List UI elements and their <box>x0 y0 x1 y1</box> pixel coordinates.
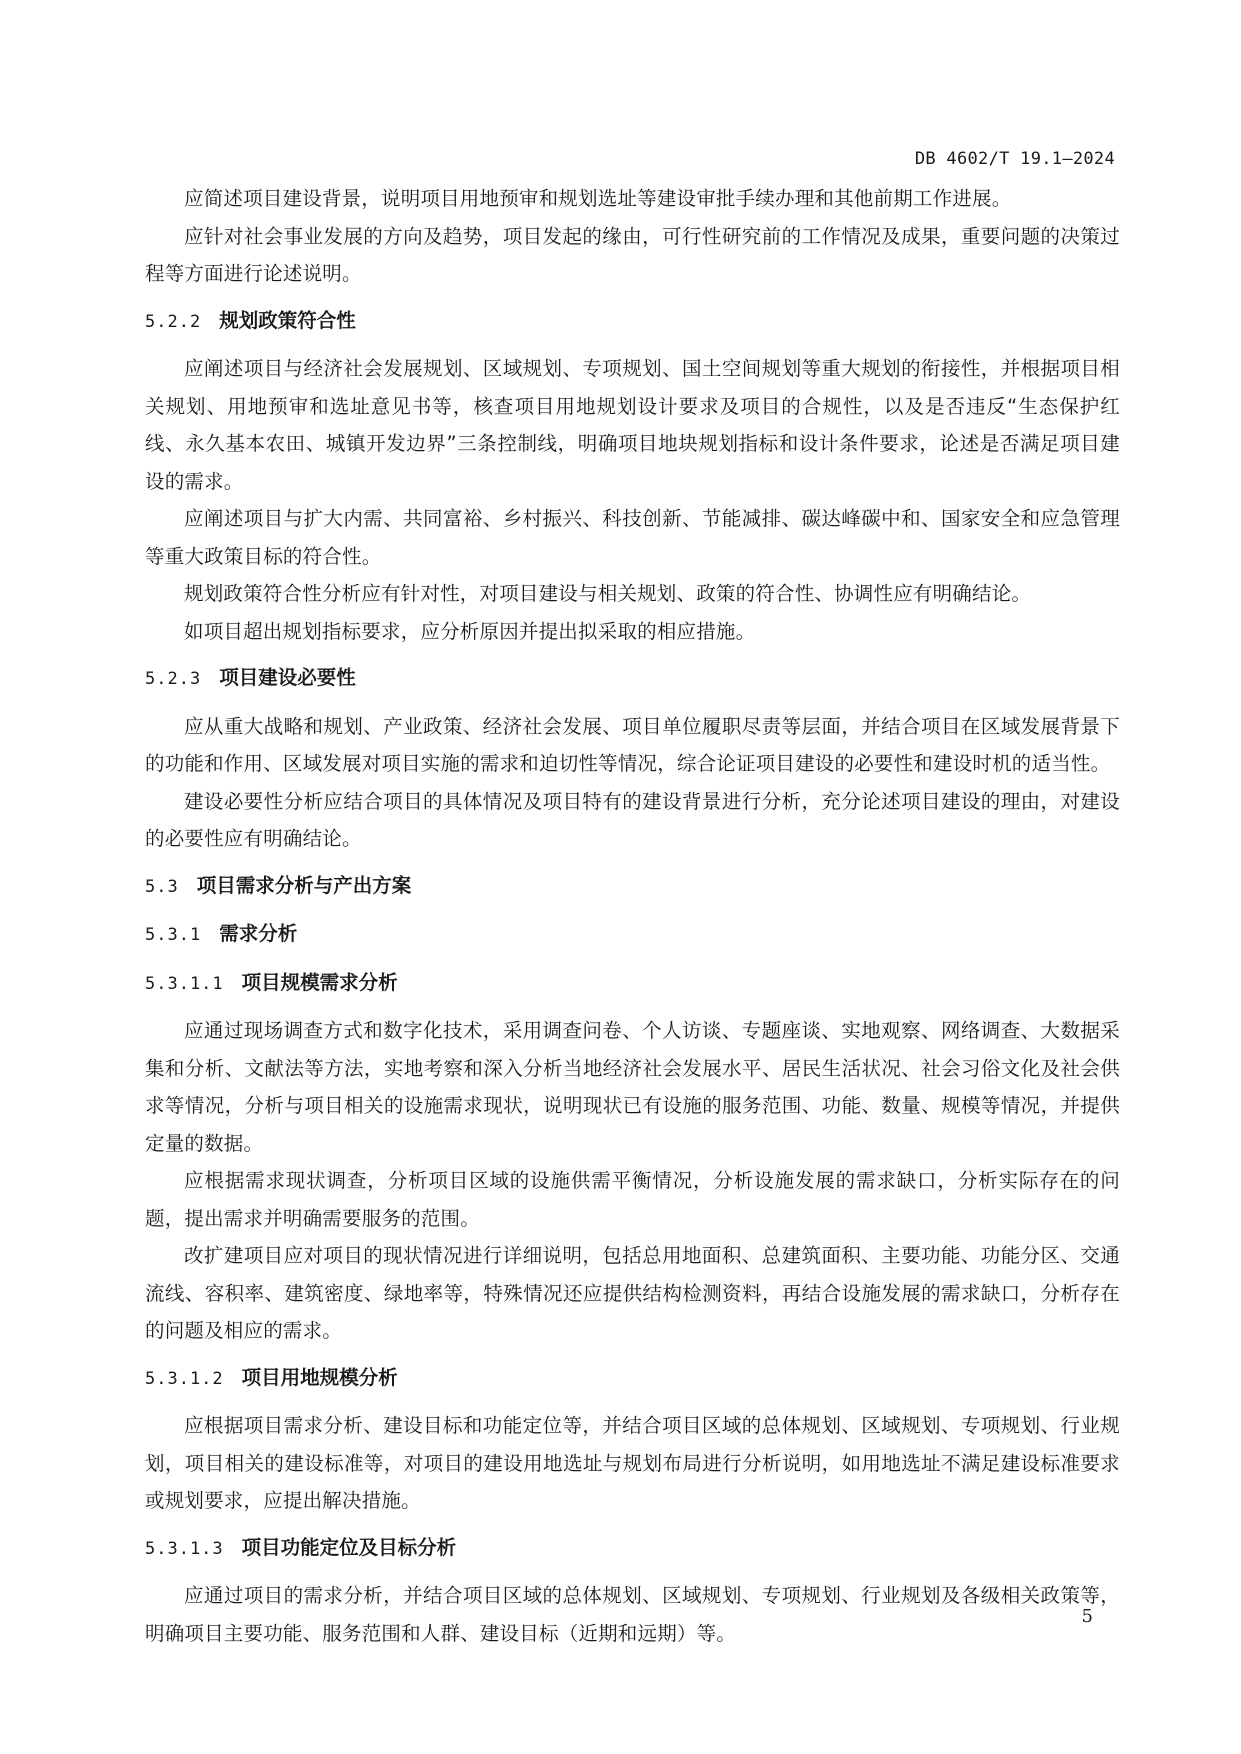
section-number: 5.3.1.2 <box>145 1368 224 1389</box>
paragraph: 规划政策符合性分析应有针对性，对项目建设与相关规划、政策的符合性、协调性应有明确结论。 <box>184 582 1032 605</box>
document-code: DB 4602/T 19.1—2024 <box>914 149 1115 169</box>
section-title: 项目规模需求分析 <box>241 970 398 994</box>
paragraph: 应阐述项目与扩大内需、共同富裕、乡村振兴、科技创新、节能减排、碳达峰碳中和、国家安全和应急管理等重大政策目标的符合性。 <box>145 507 1120 568</box>
paragraph: 建设必要性分析应结合项目的具体情况及项目特有的建设背景进行分析，充分论述项目建设的理由，对建设的必要性应有明确结论。 <box>145 789 1120 850</box>
section-heading-5-3-1-1 <box>145 964 1120 1004</box>
paragraph: 应通过现场调查方式和数字化技术，采用调查问卷、个人访谈、专题座谈、实地观察、网络调查、大数据采集和分析、文献法等方法，实地考察和深入分析当地经济社会发展水平、居民生活状况、社会习俗文化及社会供求等情况，分析与项目相关的设施需求现状，说明现状已有设施的服务范围、功能、数量、规模等情况，并提供定量的数据。 <box>145 1019 1120 1155</box>
section-number: 5.2.2 <box>145 311 202 332</box>
paragraph: 应通过项目的需求分析，并结合项目区域的总体规划、区域规划、专项规划、行业规划及各级相关政策等，明确项目主要功能、服务范围和人群、建设目标（近期和远期）等。 <box>145 1584 1120 1645</box>
paragraph: 改扩建项目应对项目的现状情况进行详细说明，包括总用地面积、总建筑面积、主要功能、功能分区、交通流线、容积率、建筑密度、绿地率等，特殊情况还应提供结构检测资料，再结合设施发展的需求缺口，分析存在的问题及相应的需求。 <box>145 1244 1120 1342</box>
section-title: 规划政策符合性 <box>219 308 356 332</box>
section-number: 5.3.1 <box>145 925 202 945</box>
paragraph: 应根据项目需求分析、建设目标和功能定位等，并结合项目区域的总体规划、区域规划、专项规划、行业规划，项目相关的建设标准等，对项目的建设用地选址与规划布局进行分析说明，如用地选址不满足建设标准要求或规划要求，应提出解决措施。 <box>145 1414 1120 1512</box>
section-heading-5-3 <box>145 867 1120 907</box>
section-title: 需求分析 <box>219 922 298 945</box>
section-number: 5.3.1.3 <box>145 1538 224 1559</box>
paragraph: 应简述项目建设背景，说明项目用地预审和规划选址等建设审批手续办理和其他前期工作进展。 <box>184 187 1012 210</box>
paragraph: 应阐述项目与经济社会发展规划、区域规划、专项规划、国土空间规划等重大规划的衔接性，并根据项目相关规划、用地预审和选址意见书等，核查项目用地规划设计要求及项目的合规性，以及是否违反“生态保护红线、永久基本农田、城镇开发边界”三条控制线，明确项目地块规划指标和设计条件要求，论述是否满足项目建设的需求。 <box>145 357 1120 493</box>
paragraph: 应针对社会事业发展的方向及趋势，项目发起的缘由，可行性研究前的工作情况及成果，重要问题的决策过程等方面进行论述说明。 <box>145 224 1120 285</box>
section-number: 5.2.3 <box>145 669 202 689</box>
section-heading-5-3-1 <box>145 915 1120 955</box>
section-heading-5-3-1-2 <box>145 1359 1120 1399</box>
page-number: 5 <box>1081 1606 1093 1627</box>
section-number: 5.3.1.1 <box>145 973 224 994</box>
section-heading-5-2-2 <box>145 302 1120 342</box>
paragraph: 应从重大战略和规划、产业政策、经济社会发展、项目单位履职尽责等层面，并结合项目在区域发展背景下的功能和作用、区域发展对项目实施的需求和迫切性等情况，综合论证项目建设的必要性和建设时机的适当性。 <box>145 714 1120 775</box>
page-content <box>145 180 1120 1652</box>
section-number: 5.3 <box>145 876 179 897</box>
section-title: 项目功能定位及目标分析 <box>241 1535 457 1559</box>
paragraph: 如项目超出规划指标要求，应分析原因并提出拟采取的相应措施。 <box>184 619 756 643</box>
section-title: 项目建设必要性 <box>219 666 356 689</box>
section-title: 项目用地规模分析 <box>241 1365 398 1389</box>
section-heading-5-3-1-3 <box>145 1529 1120 1569</box>
section-heading-5-2-3 <box>145 659 1120 699</box>
section-title: 项目需求分析与产出方案 <box>196 873 412 897</box>
paragraph: 应根据需求现状调查，分析项目区域的设施供需平衡情况，分析设施发展的需求缺口，分析实际存在的问题，提出需求并明确需要服务的范围。 <box>145 1169 1120 1230</box>
